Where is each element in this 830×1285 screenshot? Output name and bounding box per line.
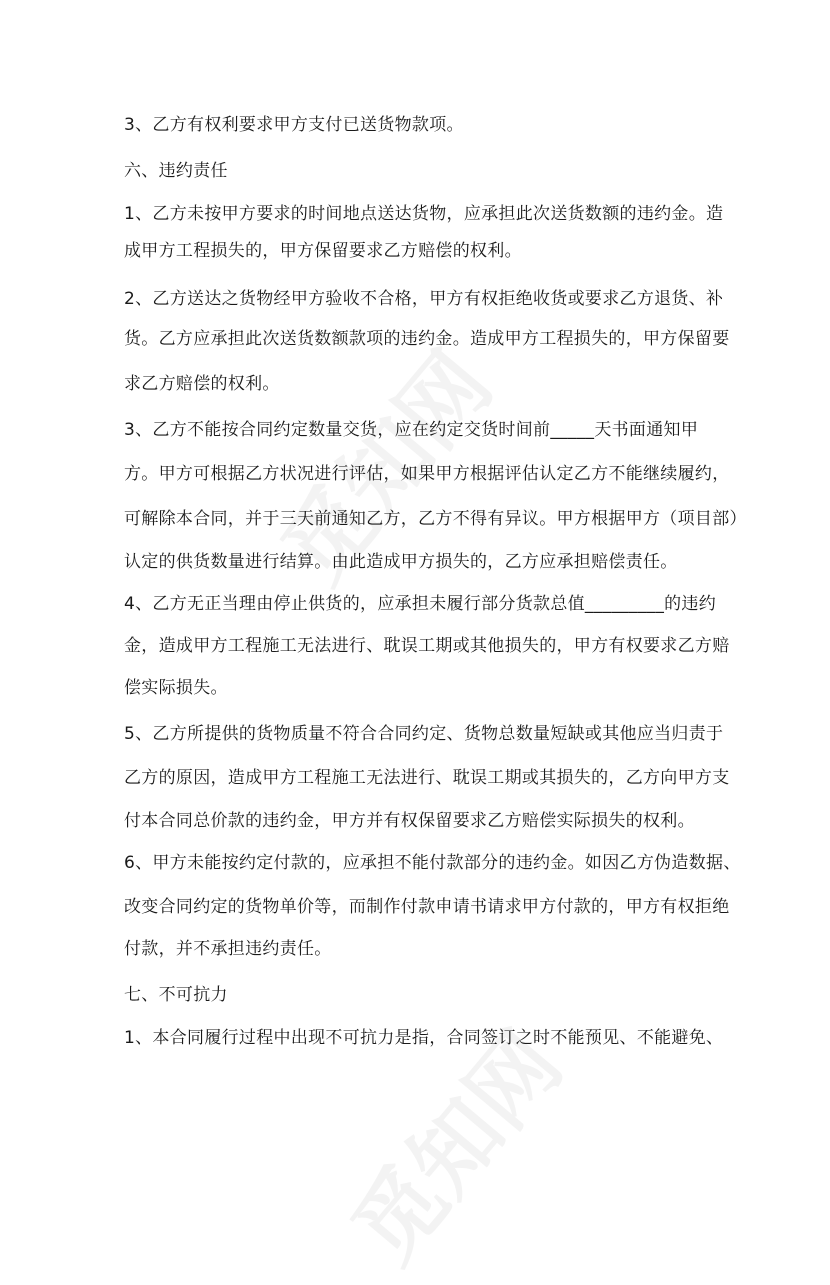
paragraph-line: 可解除本合同，并于三天前通知乙方，乙方不得有异议。甲方根据甲方（项目部）: [124, 509, 747, 529]
paragraph-line: 方。甲方可根据乙方状况进行评估，如果甲方根据评估认定乙方不能继续履约，: [124, 464, 730, 484]
paragraph-line: 1、本合同履行过程中出现不可抗力是指，合同签订之时不能预见、不能避免、: [124, 1028, 724, 1048]
paragraph-line: 成甲方工程损失的，甲方保留要求乙方赔偿的权利。: [124, 241, 522, 261]
paragraph-line: 3、乙方不能按合同约定数量交货，应在约定交货时间前_____天书面通知甲: [124, 420, 699, 440]
paragraph-line: 6、甲方未能按约定付款的，应承担不能付款部分的违约金。如因乙方伪造数据、: [124, 853, 741, 873]
paragraph-line: 3、乙方有权利要求甲方支付已送货物款项。: [124, 115, 464, 135]
section-heading: 七、不可抗力: [124, 985, 228, 1005]
paragraph-line: 乙方的原因，造成甲方工程施工无法进行、耽误工期或其损失的，乙方向甲方支: [124, 768, 730, 788]
paragraph-line: 2、乙方送达之货物经甲方验收不合格，甲方有权拒绝收货或要求乙方退货、补: [124, 289, 724, 309]
paragraph-line: 改变合同约定的货物单价等，而制作付款申请书请求甲方付款的，甲方有权拒绝: [124, 897, 730, 917]
paragraph-line: 付本合同总价款的违约金，甲方并有权保留要求乙方赔偿实际损失的权利。: [124, 811, 695, 831]
paragraph-line: 求乙方赔偿的权利。: [124, 374, 280, 394]
paragraph-line: 金，造成甲方工程施工无法进行、耽误工期或其他损失的，甲方有权要求乙方赔: [124, 636, 730, 656]
paragraph-line: 1、乙方未按甲方要求的时间地点送达货物，应承担此次送货数额的违约金。造: [124, 204, 724, 224]
paragraph-line: 5、乙方所提供的货物质量不符合合同约定、货物总数量短缺或其他应当归责于: [124, 724, 724, 744]
paragraph-line: 偿实际损失。: [124, 678, 228, 698]
paragraph-line: 认定的供货数量进行结算。由此造成甲方损失的，乙方应承担赔偿责任。: [124, 552, 678, 572]
paragraph-line: 货。乙方应承担此次送货数额款项的违约金。造成甲方工程损失的，甲方保留要: [124, 329, 730, 349]
paragraph-line: 4、乙方无正当理由停止供货的，应承担未履行部分货款总值_________的违约: [124, 594, 717, 614]
paragraph-line: 付款，并不承担违约责任。: [124, 939, 332, 959]
section-heading: 六、违约责任: [124, 161, 228, 181]
